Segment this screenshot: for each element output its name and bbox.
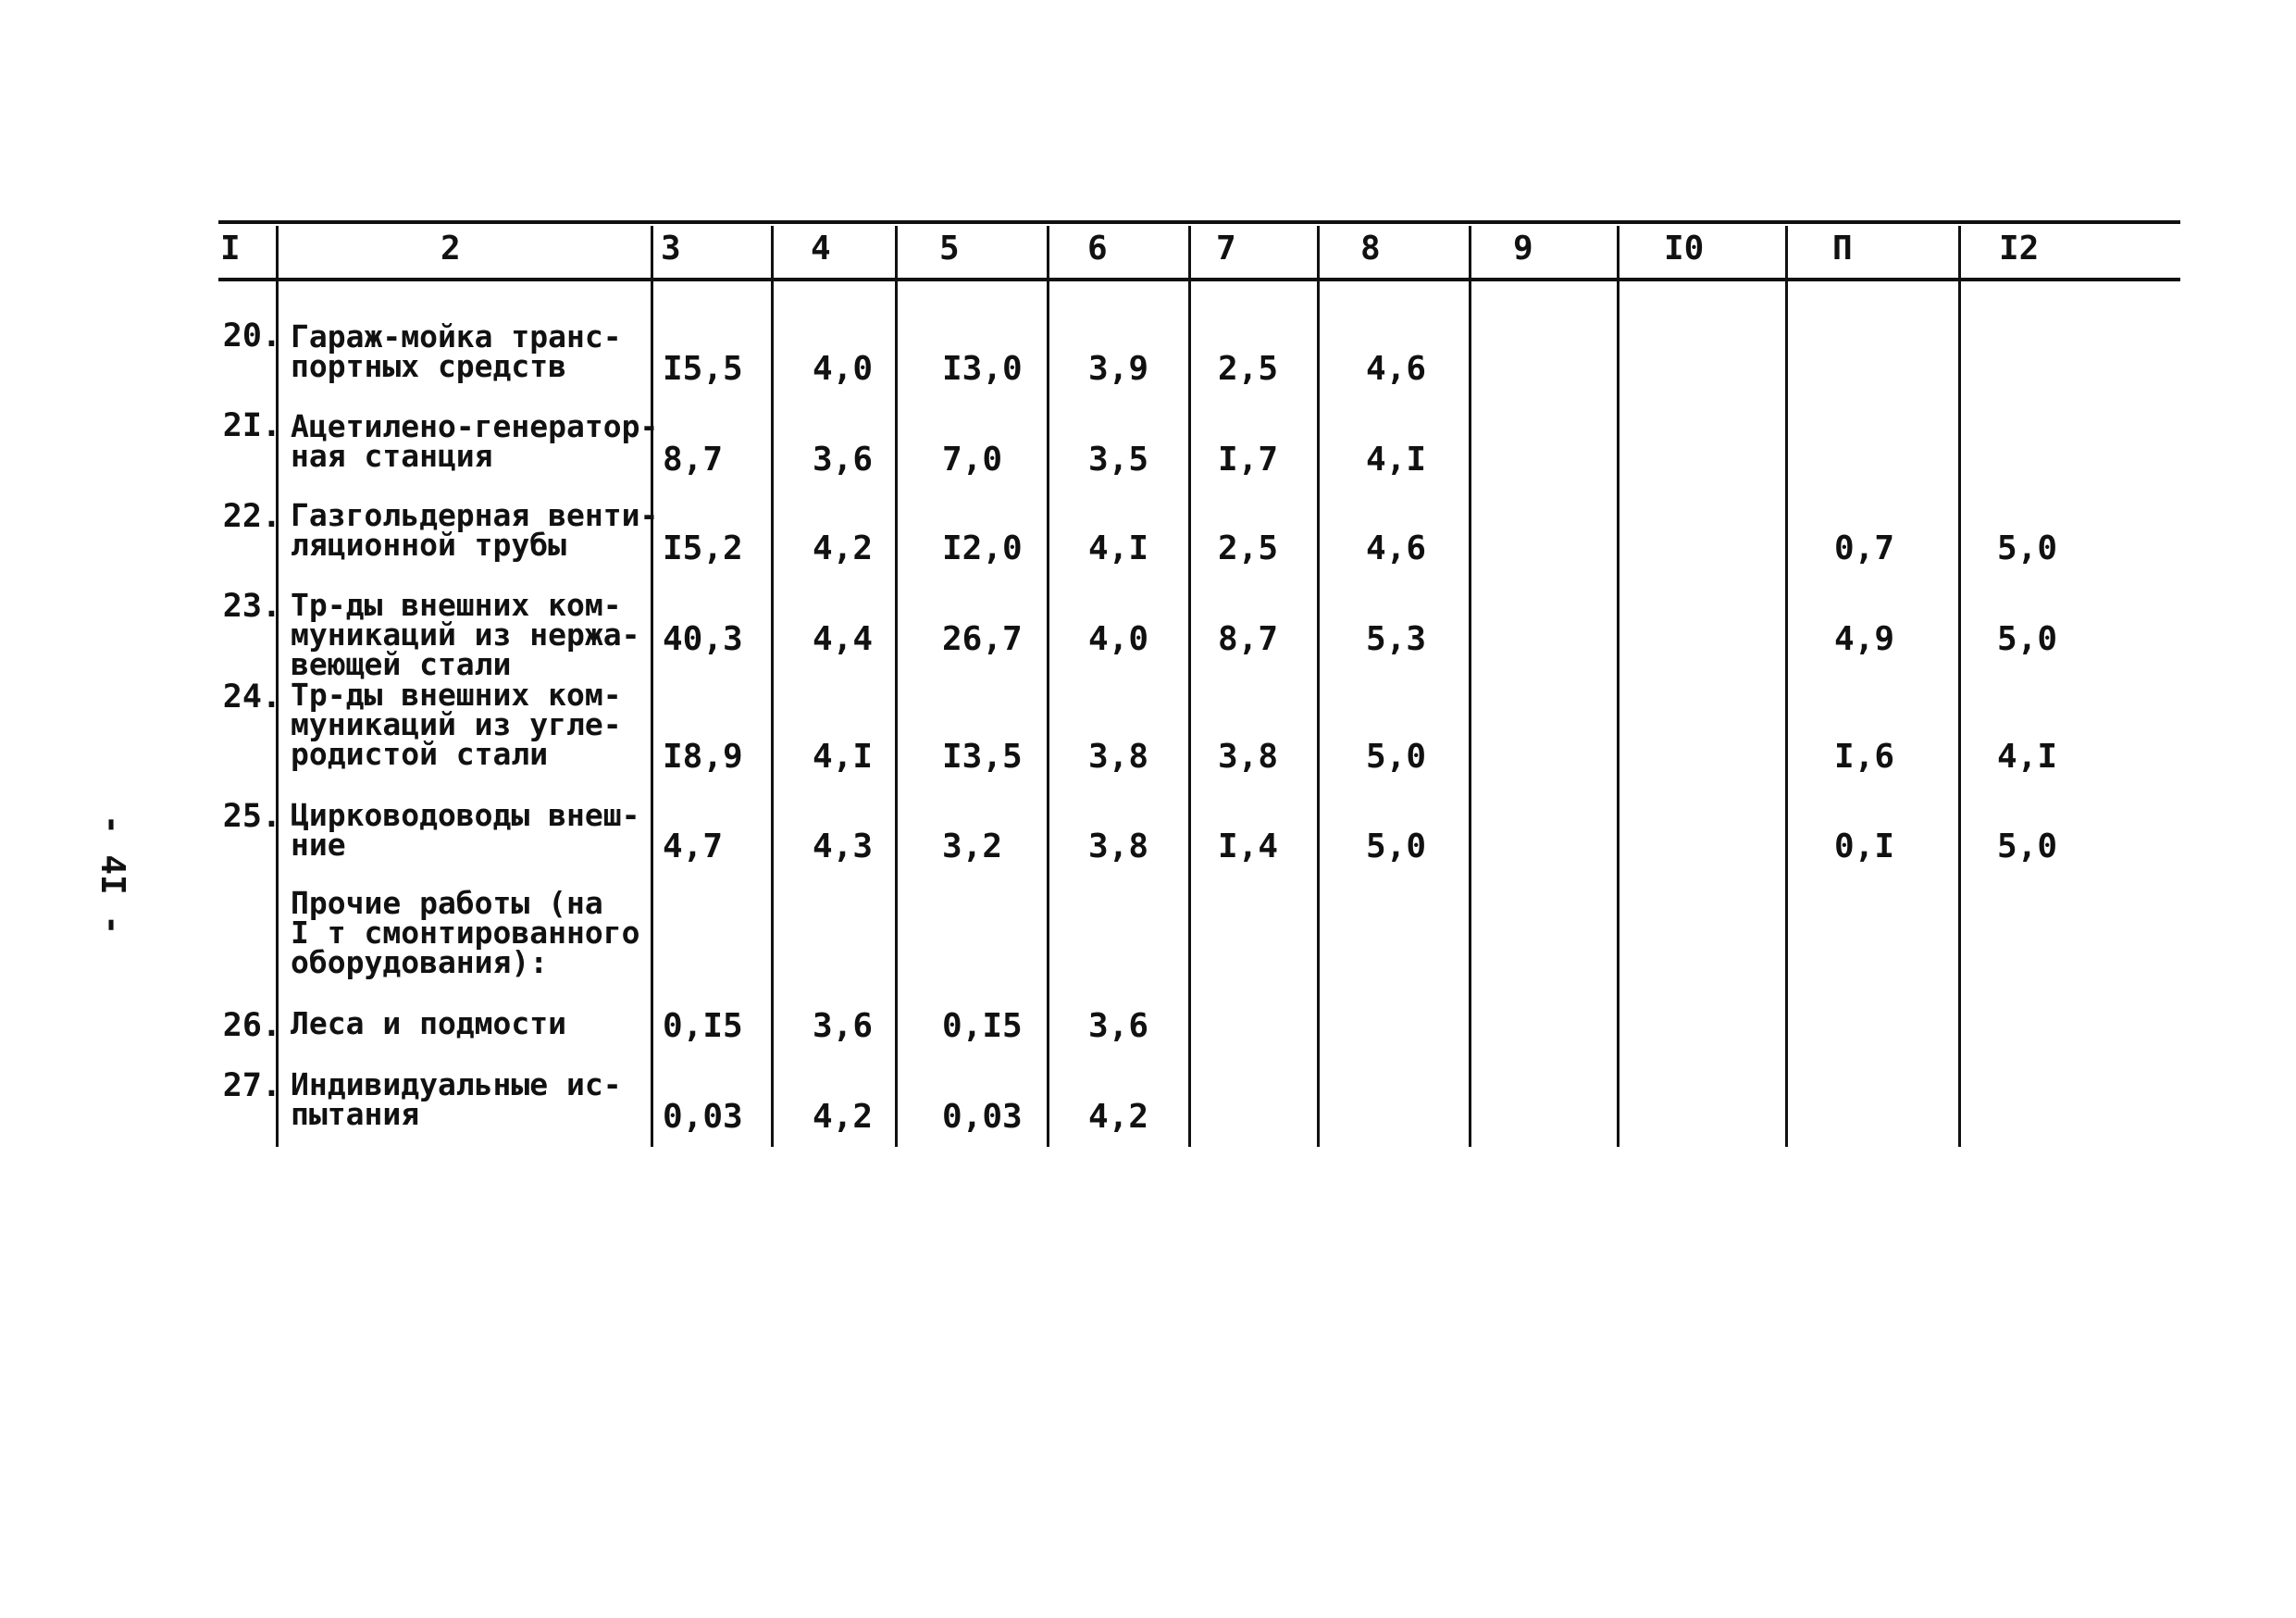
cell-col7: I,7 — [1218, 441, 1279, 479]
column-divider — [1958, 226, 1961, 1147]
column-divider — [895, 226, 898, 1147]
cell-col7: 8,7 — [1218, 620, 1279, 658]
cell-col12: 4,I — [1997, 738, 2058, 776]
column-header-7: 7 — [1216, 230, 1236, 268]
column-header-8: 8 — [1360, 230, 1381, 268]
cell-col8: 4,6 — [1366, 529, 1427, 567]
column-divider — [1188, 226, 1191, 1147]
cell-col3: I5,5 — [663, 350, 743, 388]
cell-col3: I8,9 — [663, 738, 743, 776]
column-divider — [1469, 226, 1471, 1147]
cell-col6: 4,0 — [1088, 620, 1149, 658]
column-header-10: I0 — [1664, 230, 1705, 268]
cell-col6: 3,9 — [1088, 350, 1149, 388]
cell-col3: 40,3 — [663, 620, 743, 658]
cell-col3: 8,7 — [663, 441, 724, 479]
cell-col5: I3,0 — [942, 350, 1023, 388]
cell-col7: 3,8 — [1218, 738, 1279, 776]
column-divider — [1617, 226, 1620, 1147]
cell-col4: 4,2 — [813, 529, 874, 567]
row-description: Индивидуальные ис- пытания — [291, 1066, 622, 1132]
table-header-rule — [218, 278, 2180, 281]
cell-col4: 4,4 — [813, 620, 874, 658]
column-header-5: 5 — [939, 230, 960, 268]
row-number: 22. — [222, 498, 281, 535]
cell-col7: 2,5 — [1218, 529, 1279, 567]
cell-col3: I5,2 — [663, 529, 743, 567]
cell-col5: 7,0 — [942, 441, 1003, 479]
column-header-4: 4 — [811, 230, 831, 268]
section-heading: Прочие работы (на I т смонтированного оборудования): — [291, 885, 640, 980]
cell-col8: 4,I — [1366, 441, 1427, 479]
cell-col4: 4,2 — [813, 1098, 874, 1136]
cell-col5: I3,5 — [942, 738, 1023, 776]
page-number: - 4I - — [93, 815, 131, 936]
row-description: Газгольдерная венти- ляционной трубы — [291, 497, 659, 563]
cell-col3: 4,7 — [663, 828, 724, 865]
cell-col5: 3,2 — [942, 828, 1003, 865]
row-number: 23. — [222, 588, 281, 625]
cell-col5: I2,0 — [942, 529, 1023, 567]
column-header-3: 3 — [661, 230, 681, 268]
cell-col4: 4,3 — [813, 828, 874, 865]
cell-col6: 3,6 — [1088, 1007, 1149, 1045]
table-top-rule — [218, 220, 2180, 224]
column-header-6: 6 — [1087, 230, 1108, 268]
cell-col8: 5,0 — [1366, 738, 1427, 776]
cell-col5: 0,03 — [942, 1098, 1023, 1136]
cell-col4: 3,6 — [813, 1007, 874, 1045]
column-header-9: 9 — [1513, 230, 1533, 268]
cell-col8: 5,0 — [1366, 828, 1427, 865]
cell-col11: 0,7 — [1834, 529, 1895, 567]
row-number: 26. — [222, 1007, 281, 1044]
row-description: Цирководоводы внеш- ние — [291, 797, 640, 863]
row-number: 25. — [222, 798, 281, 835]
row-number: 2I. — [222, 407, 281, 444]
column-header-11: П — [1832, 230, 1853, 268]
cell-col3: 0,03 — [663, 1098, 743, 1136]
cell-col12: 5,0 — [1997, 620, 2058, 658]
column-divider — [1317, 226, 1320, 1147]
cell-col4: 3,6 — [813, 441, 874, 479]
row-number: 24. — [222, 678, 281, 716]
column-header-1: I — [220, 230, 241, 268]
cell-col11: 0,I — [1834, 828, 1895, 865]
cell-col6: 4,I — [1088, 529, 1149, 567]
cell-col6: 4,2 — [1088, 1098, 1149, 1136]
cell-col5: 26,7 — [942, 620, 1023, 658]
column-header-2: 2 — [441, 230, 461, 268]
row-number: 20. — [222, 317, 281, 355]
row-description: Леса и подмости — [291, 1005, 567, 1041]
cell-col3: 0,I5 — [663, 1007, 743, 1045]
cell-col4: 4,I — [813, 738, 874, 776]
cell-col6: 3,8 — [1088, 828, 1149, 865]
cell-col7: I,4 — [1218, 828, 1279, 865]
cell-col4: 4,0 — [813, 350, 874, 388]
cell-col11: I,6 — [1834, 738, 1895, 776]
row-description: Ацетилено-генератор- ная станция — [291, 408, 659, 474]
column-header-12: I2 — [1999, 230, 2040, 268]
cell-col8: 4,6 — [1366, 350, 1427, 388]
row-description: Тр-ды внешних ком- муникаций из нержа- веющей стали — [291, 587, 640, 682]
cell-col6: 3,5 — [1088, 441, 1149, 479]
cell-col6: 3,8 — [1088, 738, 1149, 776]
cell-col5: 0,I5 — [942, 1007, 1023, 1045]
column-divider — [1785, 226, 1788, 1147]
cell-col8: 5,3 — [1366, 620, 1427, 658]
cell-col11: 4,9 — [1834, 620, 1895, 658]
cell-col7: 2,5 — [1218, 350, 1279, 388]
column-divider — [1047, 226, 1049, 1147]
cell-col12: 5,0 — [1997, 828, 2058, 865]
row-description: Гараж-мойка транс- портных средств — [291, 318, 622, 384]
row-number: 27. — [222, 1067, 281, 1104]
cell-col12: 5,0 — [1997, 529, 2058, 567]
row-description: Тр-ды внешних ком- муникаций из угле- родистой стали — [291, 677, 622, 772]
column-divider — [771, 226, 774, 1147]
